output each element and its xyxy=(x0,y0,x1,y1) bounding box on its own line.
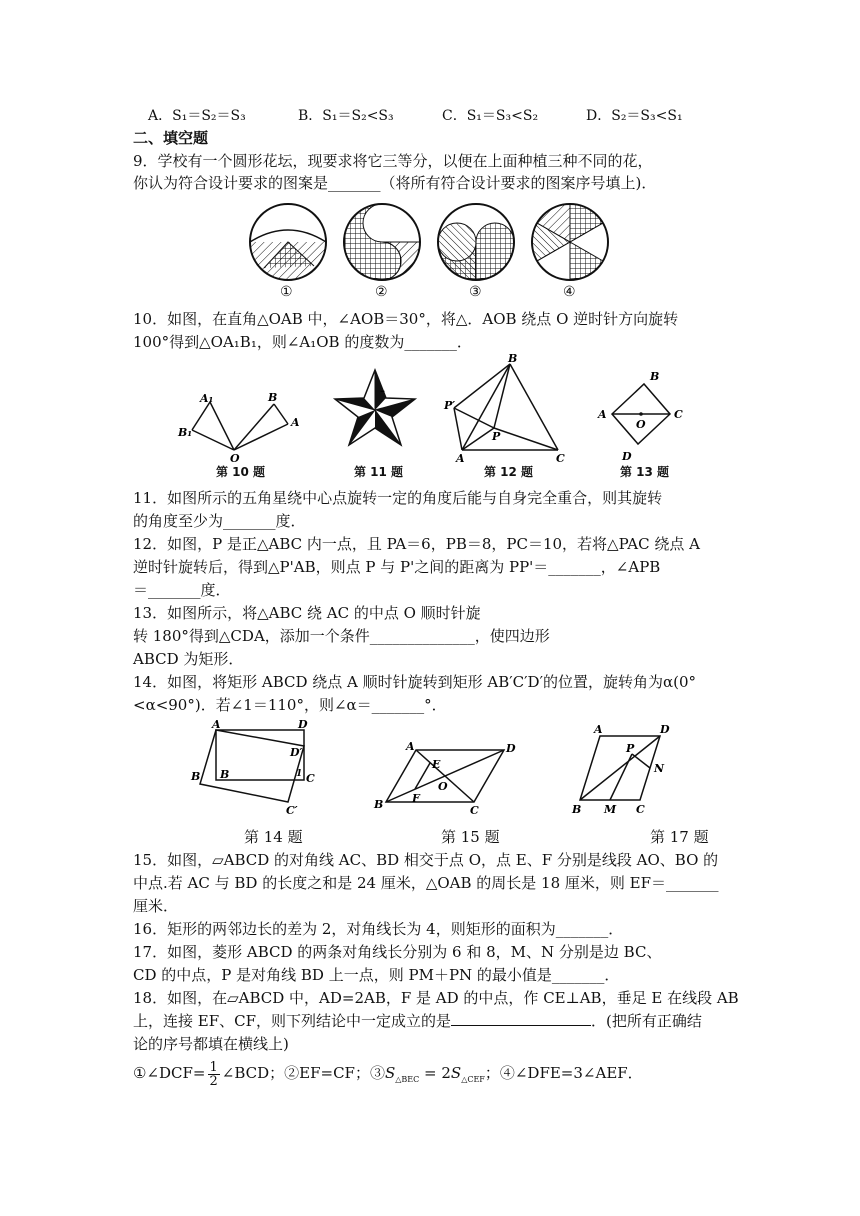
q9-line2: 你认为符合设计要求的图案是_______（将所有符合设计要求的图案序号填上)． xyxy=(133,174,657,192)
q9-label-3: ③ xyxy=(469,284,482,300)
fig15-label-o: O xyxy=(438,780,448,793)
q18-s2: S xyxy=(450,1064,462,1082)
fig14-label-d: D xyxy=(298,718,308,731)
fig13-diagram xyxy=(597,370,683,462)
q13-line3: ABCD 为矩形． xyxy=(133,650,244,668)
fig15-label-a: A xyxy=(406,740,415,753)
fig10-label-o: O xyxy=(230,452,240,462)
q14-line1: 14．如图，将矩形 ABCD 绕点 A 顺时针旋转到矩形 AB′C′D′的位置，旋转角为α(0° xyxy=(133,673,697,691)
pattern-1-circle xyxy=(250,204,326,280)
fig12-label-p1: P′ xyxy=(444,399,456,412)
q17-line2: CD 的中点，P 是对角线 BD 上一点，则 PM＋PN 的最小值是_______． xyxy=(133,966,620,984)
fig13-label-o: O xyxy=(636,418,646,431)
q13-line1: 13．如图所示，将△ABC 绕 AC 的中点 O 顺时针旋 xyxy=(133,604,481,622)
fig13-label-a: A xyxy=(598,408,607,421)
caption-q15: 第 15 题 xyxy=(441,828,500,846)
fig14-label-c: C xyxy=(306,772,315,785)
pattern-2-circle xyxy=(344,204,420,280)
fig13-label-d: D xyxy=(622,450,632,462)
q9-label-4: ④ xyxy=(563,284,576,300)
q16-line1: 16．矩形的两邻边长的差为 2，对角线长为 4，则矩形的面积为_______． xyxy=(133,920,624,938)
pattern-4-circle xyxy=(532,204,608,280)
q18-line2a: 上，连接 EF、CF，则下列结论中一定成立的是 xyxy=(133,1012,452,1030)
q18-frac-num: 1 xyxy=(209,1059,218,1075)
fig-row2 xyxy=(186,718,726,826)
q18-options xyxy=(133,1058,733,1095)
q15-line2: 中点.若 AC 与 BD 的长度之和是 24 厘米，△OAB 的周长是 18 厘米，则 EF＝_______ xyxy=(133,874,719,892)
q13-line2: 转 180°得到△CDA，添加一个条件______________，使四边形 xyxy=(133,627,550,645)
fig17-label-n: N xyxy=(654,762,665,775)
caption-q13: 第 13 题 xyxy=(620,465,670,479)
fig14-label-b: B xyxy=(191,770,201,783)
q9-label-1: ① xyxy=(280,284,293,300)
q18-s2-sub: △CEF xyxy=(461,1075,485,1084)
fig12-label-p: P xyxy=(492,430,501,443)
q18-eq: = 2 xyxy=(419,1064,451,1082)
q18-opt-prefix: ①∠DCF= xyxy=(133,1064,206,1082)
section-heading: 二、填空题 xyxy=(133,129,209,147)
fig13-label-c: C xyxy=(674,408,683,421)
q18-line2b: ．(把所有正确结 xyxy=(591,1012,702,1030)
fig17-label-a: A xyxy=(594,723,603,736)
q10-line1: 10．如图，在直角△OAB 中，∠AOB＝30°，将△．AOB 绕点 O 逆时针方向旋转 xyxy=(133,310,679,328)
q14-line2: <α<90°)．若∠1＝110°，则∠α＝_______°． xyxy=(133,696,447,714)
fig10-label-a: A xyxy=(291,416,300,429)
q18-fraction xyxy=(208,1061,220,1088)
fig12-label-c: C xyxy=(556,452,565,462)
q18-line3: 论的序号都填在横线上) xyxy=(133,1035,289,1053)
q18-line2 xyxy=(133,1010,733,1032)
q10-line2: 100°得到△OA₁B₁，则∠A₁OB 的度数为_______． xyxy=(133,333,472,351)
q11-line1: 11．如图所示的五角星绕中心点旋转一定的角度后能与自身完全重合，则其旋转 xyxy=(133,489,663,507)
fig10-label-a1: A₁ xyxy=(200,392,214,405)
fig11-mark: – xyxy=(380,386,385,397)
q18-s1-sub: △BEC xyxy=(395,1075,420,1084)
fig17-label-p: P xyxy=(626,742,635,755)
fig14-label-a: A xyxy=(212,718,221,731)
q18-s1: S xyxy=(384,1064,396,1082)
caption-q17: 第 17 题 xyxy=(650,828,709,846)
caption-q12: 第 12 题 xyxy=(484,465,534,479)
pattern-3-circle xyxy=(438,204,514,280)
q18-answer-blank xyxy=(451,1011,591,1026)
fig10-diagram xyxy=(177,391,300,462)
fig14-label-c1: C′ xyxy=(286,804,298,817)
fig10-label-b1: B₁ xyxy=(178,426,193,439)
fig12-label-a: A xyxy=(456,452,465,462)
fig15-label-f: F xyxy=(412,792,420,805)
q12-line1: 12．如图，P 是正△ABC 内一点，且 PA＝6，PB＝8，PC＝10，若将△PAC 绕点 A xyxy=(133,535,700,553)
fig17-label-d: D xyxy=(660,723,670,736)
q15-line3: 厘米． xyxy=(133,897,179,915)
fig17-label-m: M xyxy=(604,803,617,816)
fig13-label-b: B xyxy=(650,370,660,383)
fig17-label-b: B xyxy=(572,803,582,816)
fig15-label-e: E xyxy=(432,758,441,771)
q9-label-2: ② xyxy=(375,284,388,300)
fig14-label-d1: D′ xyxy=(290,746,303,759)
choice-d: D．S₂＝S₃<S₁ xyxy=(586,108,683,124)
fig15-diagram xyxy=(373,740,516,817)
q18-opt-rest2: ；④∠DFE=3∠AEF． xyxy=(484,1064,643,1082)
fig15-label-b: B xyxy=(374,798,384,811)
choice-c: C．S₁＝S₃<S₂ xyxy=(442,108,539,124)
q18-opt-rest1: ∠BCD；②EF=CF；③ xyxy=(221,1064,385,1082)
q12-line3: ＝_______度． xyxy=(133,581,231,599)
fig17-diagram xyxy=(571,723,670,816)
fig12-diagram xyxy=(443,352,565,462)
fig15-label-c: C xyxy=(470,804,479,817)
fig11-star xyxy=(335,370,415,445)
fig15-label-d: D xyxy=(506,742,516,755)
fig-row1 xyxy=(170,352,700,462)
q15-line1: 15．如图，▱ABCD 的对角线 AC、BD 相交于点 O，点 E、F 分别是线段 AO、BO 的 xyxy=(133,851,719,869)
fig17-label-c: C xyxy=(636,803,645,816)
caption-q11: 第 11 题 xyxy=(354,465,404,479)
choice-a: A．S₁＝S₂＝S₃ xyxy=(148,108,246,124)
q12-line2: 逆时针旋转后，得到△P'AB，则点 P 与 P'之间的距离为 PP'＝_______，∠APB xyxy=(133,558,661,576)
fig14-label-1: 1 xyxy=(296,769,303,779)
q18-frac-den: 2 xyxy=(209,1073,218,1089)
q9-line1: 9．学校有一个圆形花坛，现要求将它三等分，以便在上面种植三种不同的花， xyxy=(133,152,653,170)
fig14-diagram xyxy=(190,718,315,817)
choice-b: B．S₁＝S₂<S₃ xyxy=(298,108,394,124)
caption-q10: 第 10 题 xyxy=(216,465,266,479)
q11-line2: 的角度至少为_______度． xyxy=(133,512,306,530)
caption-q14: 第 14 题 xyxy=(244,828,303,846)
fig10-label-b: B xyxy=(268,391,278,404)
q17-line1: 17．如图，菱形 ABCD 的两条对角线长分别为 6 和 8，M、N 分别是边 BC、 xyxy=(133,943,662,961)
fig12-label-b: B xyxy=(508,352,518,365)
fig14-label-b1: B xyxy=(220,768,230,781)
q18-line1: 18．如图，在▱ABCD 中，AD=2AB，F 是 AD 的中点，作 CE⊥AB，垂足 E 在线段 AB xyxy=(133,989,739,1007)
